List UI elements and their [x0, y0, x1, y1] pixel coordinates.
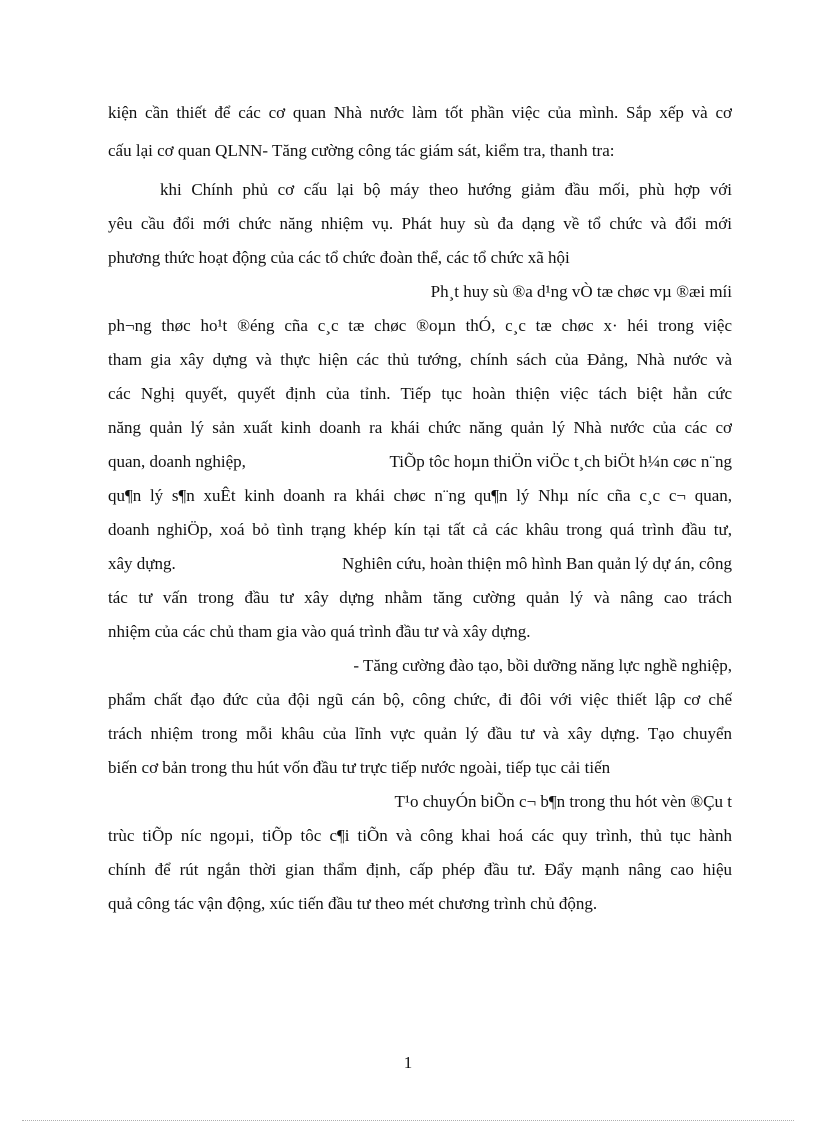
page-bottom-divider: [22, 1120, 794, 1121]
paragraph-line: trùc tiÕp níc ngoµi, tiÕp tôc c¶i tiÕn và công khai hoá các quy trình, thủ tục hành: [108, 826, 732, 845]
paragraph-line: trách nhiệm trong mỗi khâu của lĩnh vực quản lý đầu tư và xây dựng. Tạo chuyển: [108, 724, 732, 743]
paragraph-line: T¹o chuyÓn biÕn c¬ b¶n trong thu hót vèn ®Çu t: [394, 792, 732, 811]
paragraph-line: ph¬ng thøc ho¹t ®éng cña c¸c tæ chøc ®oµn thÓ, c¸c tæ chøc x· héi trong việc: [108, 316, 732, 335]
paragraph-line: biến cơ bản trong thu hút vốn đầu tư trực tiếp nước ngoài, tiếp tục cải tiến: [108, 758, 611, 777]
paragraph-line: khi Chính phủ cơ cấu lại bộ máy theo hướng giảm đầu mối, phù hợp với: [160, 180, 732, 199]
paragraph-line: qu¶n lý s¶n xuÊt kinh doanh ra khái chøc n¨ng qu¶n lý Nhµ níc cña c¸c c¬ quan,: [108, 486, 732, 505]
paragraph-line: các Nghị quyết, quyết định của tỉnh. Tiếp tục hoàn thiện việc tách biệt hẳn cức: [108, 384, 732, 403]
paragraph-line: phẩm chất đạo đức của đội ngũ cán bộ, công chức, đi đôi với việc thiết lập cơ chế: [108, 690, 732, 709]
paragraph-line: chính để rút ngắn thời gian thẩm định, cấp phép đầu tư. Đẩy mạnh nâng cao hiệu: [108, 860, 732, 879]
paragraph-line: tác tư vấn trong đầu tư xây dựng nhằm tăng cường quản lý và nâng cao trách: [108, 588, 732, 607]
paragraph-line: TiÕp tôc hoµn thiÖn viÖc t¸ch biÖt h¼n cøc n¨ng: [389, 452, 732, 471]
paragraph-line: nhiệm của các chủ tham gia vào quá trình đầu tư và xây dựng.: [108, 622, 531, 641]
paragraph-line: yêu cầu đổi mới chức năng nhiệm vụ. Phát huy sù đa dạng về tổ chức và đổi mới: [108, 214, 732, 233]
paragraph-line: Ph¸t huy sù ®a d¹ng vÒ tæ chøc vµ ®æi míi: [430, 282, 732, 301]
paragraph-line: cấu lại cơ quan QLNN- Tăng cường công tác giám sát, kiểm tra, thanh tra:: [108, 141, 615, 160]
page-number: 1: [403, 1053, 413, 1072]
paragraph-line: xây dựng.: [108, 554, 176, 573]
paragraph-line: tham gia xây dựng và thực hiện các thủ tướng, chính sách của Đảng, Nhà nước và: [108, 350, 732, 369]
paragraph-line: kiện cần thiết để các cơ quan Nhà nước làm tốt phần việc của mình. Sắp xếp và cơ: [108, 103, 732, 122]
paragraph-line: - Tăng cường đào tạo, bồi dưỡng năng lực nghề nghiệp,: [353, 656, 732, 675]
paragraph-line: quả công tác vận động, xúc tiến đầu tư theo mét chương trình chủ động.: [108, 894, 598, 913]
paragraph-line: năng quản lý sản xuất kinh doanh ra khái chức năng quản lý Nhà nước của các cơ: [108, 418, 732, 437]
paragraph-line: quan, doanh nghiệp,: [108, 452, 246, 471]
paragraph-line: phương thức hoạt động của các tổ chức đoàn thể, các tổ chức xã hội: [108, 248, 570, 267]
paragraph-line: doanh nghiÖp, xoá bỏ tình trạng khép kín tại tất cả các khâu trong quá trình đầu tư,: [108, 520, 732, 539]
paragraph-line: Nghiên cứu, hoàn thiện mô hình Ban quản lý dự án, công: [342, 554, 732, 573]
